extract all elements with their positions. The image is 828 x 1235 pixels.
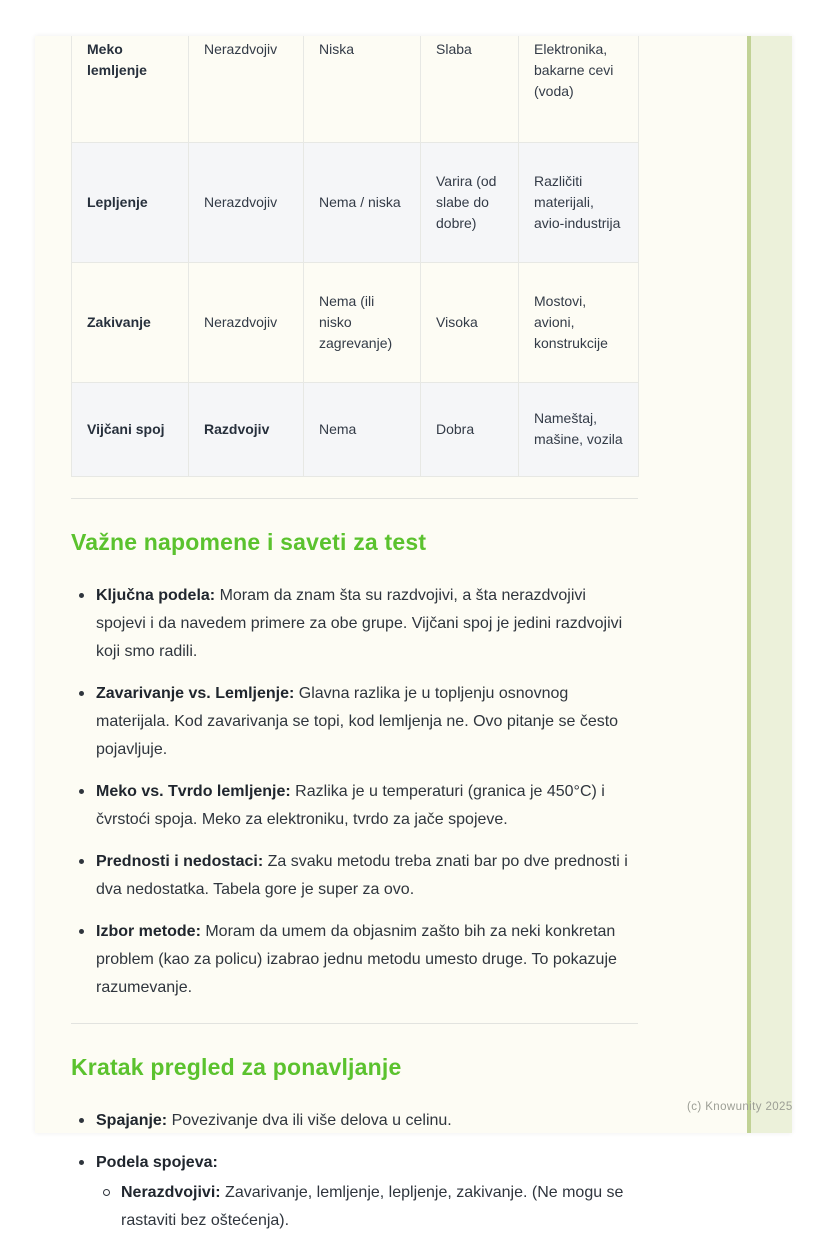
table-row — [72, 142, 639, 262]
table-cell: Niska — [304, 36, 421, 142]
bullet-text: Moram da umem da objasnim zašto bih za neki konkretan problem (kao za policu) izabrao jednu metodu umesto druge. To pokazuje razumevanje. — [96, 922, 617, 996]
table-cell: Vijčani spoj — [72, 382, 189, 476]
list-item — [71, 1149, 638, 1235]
bullet-text: Povezivanje dva ili više delova u celinu. — [167, 1111, 452, 1129]
table-cell: Nerazdvojiv — [189, 142, 304, 262]
notes-list — [71, 582, 638, 1002]
table-cell: Nerazdvojiv — [189, 36, 304, 142]
review-list — [71, 1107, 638, 1235]
table-cell: Razdvojiv — [189, 382, 304, 476]
table-row — [72, 36, 639, 142]
table-cell: Elektronika, bakarne cevi (voda) — [519, 36, 639, 142]
bullet-text: Za svaku metodu treba znati bar po dve prednosti i dva nedostatka. Tabela gore je super za ovo. — [96, 852, 628, 898]
page-edge-strip — [747, 36, 792, 1133]
bullet-text: Zavarivanje, lemljenje, lepljenje, zakivanje. (Ne mogu se rastaviti bez oštećenja). — [121, 1183, 624, 1229]
table-cell: Nerazdvojiv — [189, 262, 304, 382]
table-cell: Zakivanje — [72, 262, 189, 382]
bullet-label: Zavarivanje vs. Lemljenje: — [96, 684, 295, 702]
table-cell: Različiti materijali, avio-industrija — [519, 142, 639, 262]
list-item — [71, 918, 638, 1002]
table-cell: Mostovi, avioni, konstrukcije — [519, 262, 639, 382]
table-cell: Dobra — [421, 382, 519, 476]
sub-list-item — [96, 1179, 638, 1235]
bullet-text: Glavna razlika je u topljenju osnovnog materijala. Kod zavarivanja se topi, kod lemljenja ne. Ovo pitanje se često pojavljuje. — [96, 684, 619, 758]
table-row — [72, 382, 639, 476]
table-cell: Visoka — [421, 262, 519, 382]
list-item — [71, 582, 638, 666]
table-cell: Lepljenje — [72, 142, 189, 262]
joining-methods-table — [71, 36, 639, 477]
section-heading-review: Kratak pregled za ponavljanje — [71, 1053, 402, 1080]
bullet-label: Prednosti i nedostaci: — [96, 852, 264, 870]
section-heading-notes: Važne napomene i saveti za test — [71, 528, 427, 555]
bullet-label: Izbor metode: — [96, 922, 201, 940]
knowunity-watermark: (c) Knowunity 2025 — [687, 1101, 793, 1113]
table-cell: Nema (ili nisko zagrevanje) — [304, 262, 421, 382]
bullet-label: Podela spojeva: — [96, 1153, 218, 1171]
bullet-text: Moram da znam šta su razdvojivi, a šta nerazdvojivi spojevi i da navedem primere za obe grupe. Vijčani spoj je jedini razdvojivi koji smo radili. — [96, 586, 623, 660]
list-item — [71, 778, 638, 834]
table-cell: Nema — [304, 382, 421, 476]
bullet-label: Spajanje: — [96, 1111, 168, 1129]
note-page-card — [35, 36, 792, 1229]
table-cell: Nema / niska — [304, 142, 421, 262]
list-item — [71, 680, 638, 764]
list-item — [71, 848, 638, 904]
sub-list — [96, 1179, 638, 1235]
table-row — [72, 262, 639, 382]
table-cell: Nameštaj, mašine, vozila — [519, 382, 639, 476]
list-item — [71, 1107, 638, 1135]
table-cell: Varira (od slabe do dobre) — [421, 142, 519, 262]
page-content — [71, 36, 638, 1235]
table-cell: Meko lemljenje — [72, 36, 189, 142]
section-divider — [71, 1023, 638, 1024]
bullet-label: Meko vs. Tvrdo lemljenje: — [96, 782, 291, 800]
table-cell: Slaba — [421, 36, 519, 142]
bullet-label: Nerazdvojivi: — [121, 1183, 221, 1201]
bullet-text: Razlika je u temperaturi (granica je 450°C) i čvrstoći spoja. Meko za elektroniku, tvrdo za jače spojeve. — [96, 782, 605, 828]
section-divider — [71, 498, 638, 499]
bullet-label: Ključna podela: — [96, 586, 216, 604]
